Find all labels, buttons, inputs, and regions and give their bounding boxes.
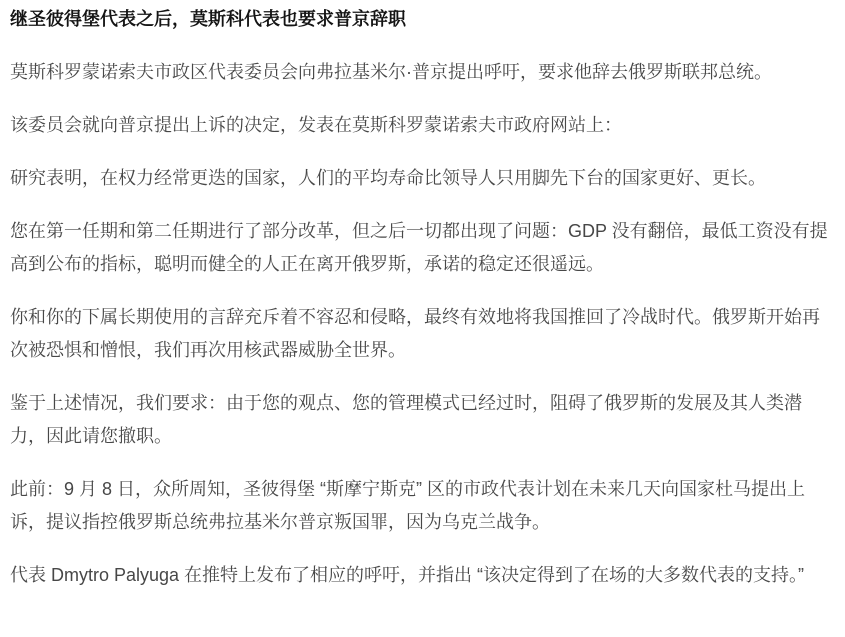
- article-paragraph: 莫斯科罗蒙诺索夫市政区代表委员会向弗拉基米尔·普京提出呼吁，要求他辞去俄罗斯联邦总统。: [10, 62, 772, 82]
- article-paragraph: 研究表明，在权力经常更迭的国家，人们的平均寿命比领导人只用脚先下台的国家更好、更长。: [10, 168, 766, 188]
- article-paragraph: 您在第一任期和第二任期进行了部分改革，但之后一切都出现了问题：GDP 没有翻倍，最低工资没有提高到公布的指标，聪明而健全的人正在离开俄罗斯，承诺的稳定还很遥远。: [10, 221, 828, 274]
- article-paragraph: 此前：9 月 8 日，众所周知，圣彼得堡 “斯摩宁斯克” 区的市政代表计划在未来几天向国家杜马提出上诉，提议指控俄罗斯总统弗拉基米尔普京叛国罪，因为乌克兰战争。: [10, 479, 806, 532]
- article-paragraph: 该委员会就向普京提出上诉的决定，发表在莫斯科罗蒙诺索夫市政府网站上：: [10, 115, 622, 135]
- article-title: 继圣彼得堡代表之后，莫斯科代表也要求普京辞职: [10, 9, 406, 29]
- article-paragraph: 鉴于上述情况，我们要求：由于您的观点、您的管理模式已经过时，阻碍了俄罗斯的发展及其人类潜力，因此请您撤职。: [10, 393, 802, 446]
- article-paragraph: 你和你的下属长期使用的言辞充斥着不容忍和侵略，最终有效地将我国推回了冷战时代。俄罗斯开始再次被恐惧和憎恨，我们再次用核武器威胁全世界。: [10, 307, 820, 360]
- article-paragraph: 代表 Dmytro Palyuga 在推特上发布了相应的呼吁，并指出 “该决定得到了在场的大多数代表的支持。”: [10, 565, 805, 585]
